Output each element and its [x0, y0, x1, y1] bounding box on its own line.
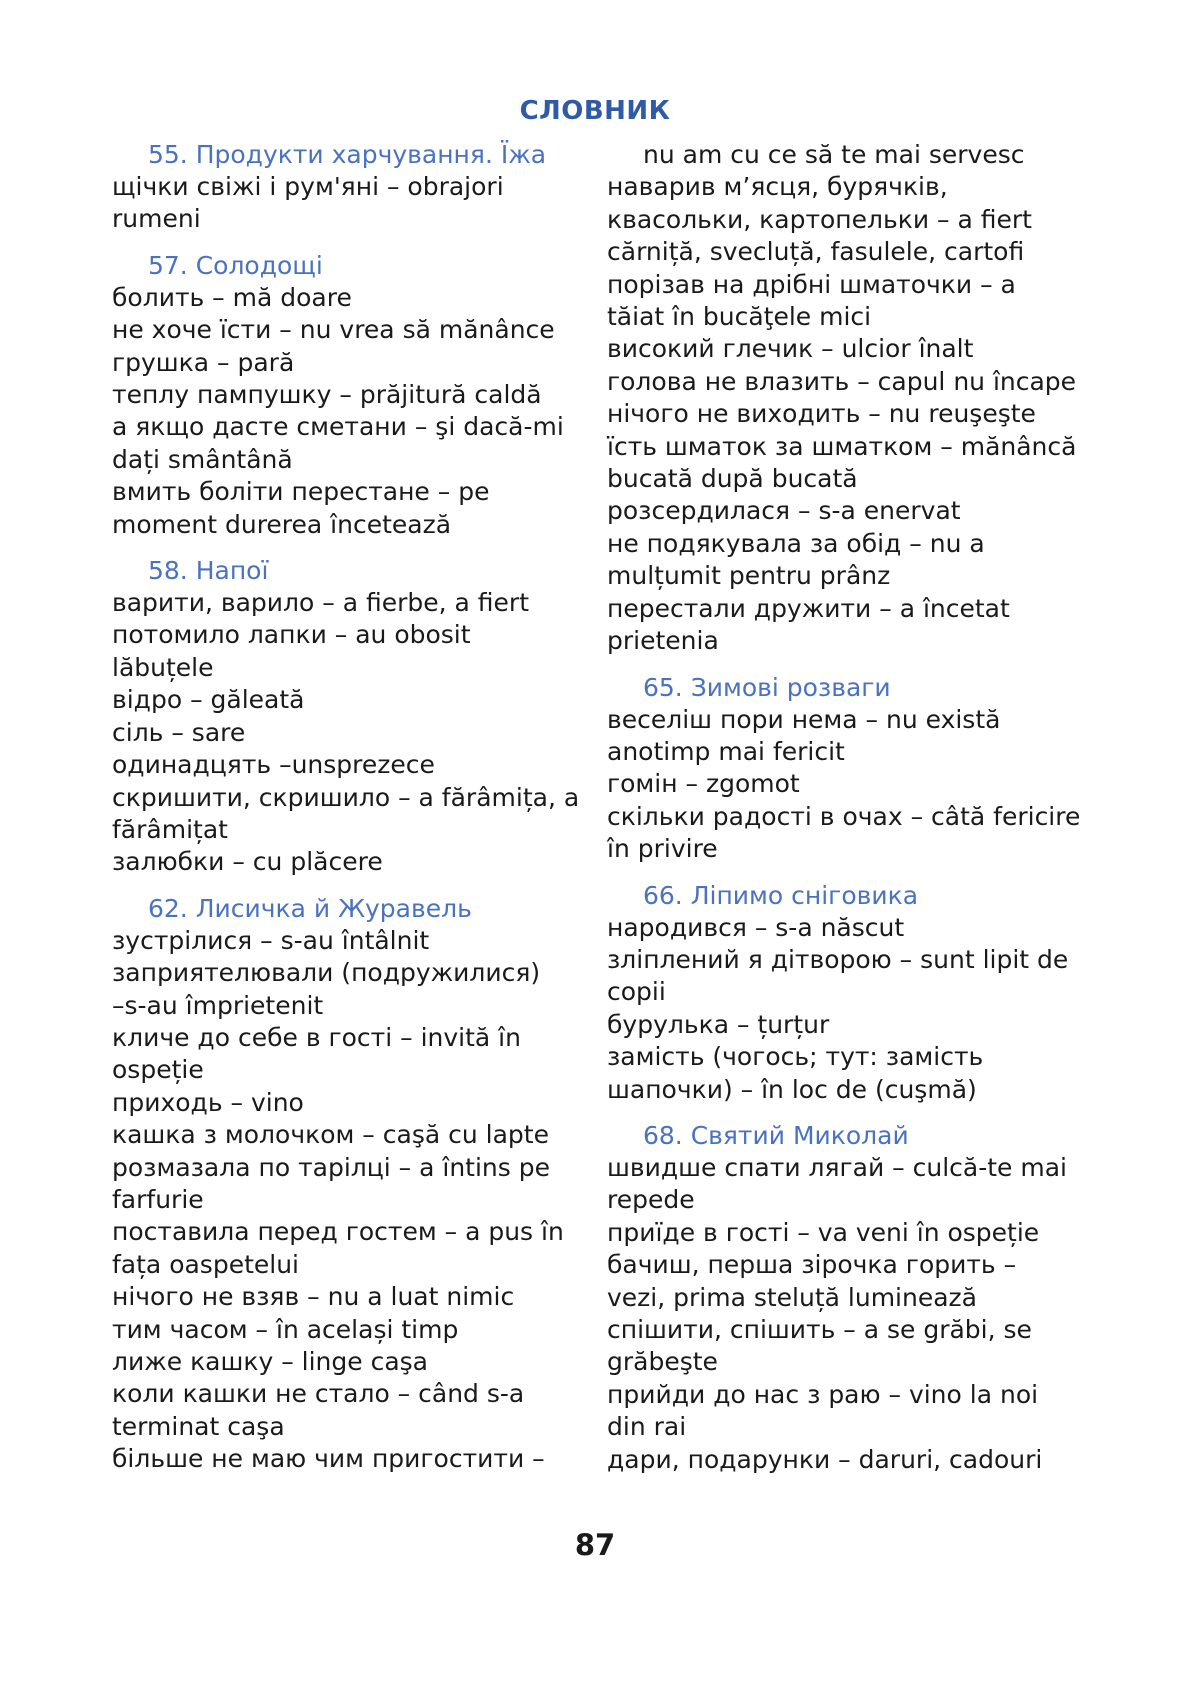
section-heading: 58. Напої [148, 556, 269, 586]
dictionary-entry [112, 717, 612, 749]
entry-line: тим часом – în același timp [112, 1314, 459, 1344]
entry-line: нічого не виходить – nu reuşeşte [607, 399, 1036, 429]
entry-line: більше не маю чим пригостити – [112, 1444, 545, 1474]
dictionary-entry-continued [607, 139, 1087, 171]
entry-line: mulțumit pentru prânz [607, 561, 891, 591]
dictionary-entry [607, 944, 1087, 1009]
entry-line: щічки свіжі і рум'яні – obrajori [112, 172, 504, 201]
entry-line: порізав на дрібні шматочки – a [607, 269, 1016, 299]
dictionary-entry [112, 476, 612, 541]
dictionary-entry [607, 366, 1087, 398]
entry-line: коли кашки не стало – când s-a [112, 1379, 525, 1409]
entry-line: шапочки) – în loc de (cuşmă) [607, 1074, 977, 1104]
entry-line: lăbuțele [112, 652, 214, 682]
entry-line: відро – găleată [112, 685, 305, 715]
entry-line: не хоче їсти – nu vrea să mănânce [112, 315, 555, 345]
dictionary-entry [607, 1249, 1087, 1314]
entry-line: вмить болiти перестане – pe [112, 477, 490, 507]
right-column [607, 139, 1087, 1476]
entry-line: bucată după bucată [607, 464, 858, 494]
dictionary-entry [112, 1346, 612, 1378]
entry-line: repede [607, 1185, 695, 1215]
entry-line: прийди до нас з раю – vino la noi [607, 1379, 1039, 1409]
entry-line: –s-au împrietenit [112, 990, 324, 1020]
entry-line: terminat caşa [112, 1411, 285, 1441]
dictionary-entry [607, 333, 1087, 365]
entry-line: anotimp mai fericit [607, 736, 845, 766]
section-heading: 62. Лисичка й Журавель [148, 893, 472, 923]
entry-line: потомило лапки – au obosit [112, 620, 471, 650]
entry-line: бачиш, перша зірочка горить – [607, 1250, 1017, 1280]
entry-line: cărniță, svecluță, fasulele, cartofi [607, 237, 1025, 267]
dictionary-entry [607, 495, 1087, 527]
dictionary-entry [112, 1216, 612, 1281]
dictionary-entry [607, 768, 1087, 800]
entry-line: приїде в гості – va veni în ospeție [607, 1217, 1040, 1247]
entry-line: розсердилася – s-a enervat [607, 496, 961, 526]
entry-line: їсть шматок за шматком – mănâncă [607, 431, 1077, 461]
dictionary-entry [112, 1152, 612, 1217]
dictionary-entry [607, 1217, 1087, 1249]
entry-line: бурулька – țurțur [607, 1009, 830, 1039]
left-column [112, 139, 612, 1476]
entry-line: în privire [607, 834, 718, 864]
entry-line: залюбки – cu plăcere [112, 847, 383, 877]
dictionary-entry [112, 957, 612, 1022]
dictionary-entry [607, 431, 1087, 496]
page-title: СЛОВНИК [519, 96, 671, 126]
entry-line: fața oaspetelui [112, 1249, 299, 1279]
dictionary-entry [607, 528, 1087, 593]
dictionary-entry [112, 684, 612, 716]
dictionary-entry [607, 1379, 1087, 1444]
entry-line: замість (чогось; тут: замість [607, 1042, 984, 1072]
entry-line: квасольки, картопельки – a fiert [607, 204, 1032, 234]
entry-line: теплу пампушку – prăjitură caldă [112, 380, 542, 410]
entry-line: зустрілися – s-au întâlnit [112, 925, 430, 955]
entry-line: лиже кашку – linge caşa [112, 1347, 429, 1376]
entry-line: кашка з молочком – caşă cu lapte [112, 1120, 549, 1150]
entry-line: кличе до себе в гості – invită în [112, 1022, 521, 1052]
page-number: 87 [574, 1528, 616, 1562]
dictionary-entry [112, 1281, 612, 1313]
entry-line: спішити, спішить – a se grăbi, se [607, 1315, 1032, 1344]
dictionary-entry [112, 1087, 612, 1119]
entry-line: розмазала по тарілці – a întins pe [112, 1152, 550, 1182]
entry-line: din rai [607, 1412, 687, 1442]
dictionary-entry [112, 171, 612, 236]
dictionary-entry [112, 749, 612, 781]
entry-line: голова не влазить – capul nu încape [607, 366, 1077, 396]
section-heading: 57. Солодощі [148, 250, 323, 280]
entry-line: веселіш пори нема – nu există [607, 704, 1001, 734]
entry-line: високий глечик – ulcior înalt [607, 334, 974, 364]
dictionary-entry [607, 1009, 1087, 1041]
entry-line: copii [607, 977, 666, 1007]
dictionary-entry [112, 379, 612, 411]
entry-line: скришити, скришило – a fărâmița, a [112, 782, 580, 812]
dictionary-entry [607, 704, 1087, 769]
dictionary-entry [112, 782, 612, 847]
dictionary-entry [607, 171, 1087, 268]
dictionary-entry [607, 912, 1087, 944]
dictionary-entry [607, 801, 1087, 866]
entry-line: не подякувала за обід – nu a [607, 528, 985, 558]
entry-line: ospeție [112, 1055, 204, 1085]
entry-line: fărâmițat [112, 814, 228, 844]
dictionary-entry [112, 282, 612, 314]
entry-line: гомін – zgomot [607, 769, 800, 799]
entry-line: а якщо дасте сметани – şi dacă-mi [112, 412, 564, 442]
entry-line: tăiat în bucăţele mici [607, 302, 872, 332]
dictionary-entry [112, 314, 612, 346]
dictionary-entry [112, 1443, 612, 1475]
entry-line: болить – mă doare [112, 282, 352, 312]
dictionary-entry [112, 1119, 612, 1151]
entry-line: народився – s-a născut [607, 912, 905, 942]
entry-line: варити, варило – a fierbe, a fiert [112, 588, 530, 618]
entry-line: швидше спати лягай – culcă-te mai [607, 1152, 1067, 1182]
entry-line: grăbeşte [607, 1347, 718, 1377]
section-heading: 65. Зимові розваги [643, 672, 891, 702]
dictionary-entry [112, 1022, 612, 1087]
dictionary-entry [607, 398, 1087, 430]
entry-line: одинадцять –unsprezece [112, 750, 435, 780]
section-heading: 55. Продукти харчування. Їжа [148, 140, 547, 169]
dictionary-entry [112, 1314, 612, 1346]
entry-line: поставила перед гостем – a pus în [112, 1217, 564, 1247]
dictionary-entry [112, 411, 612, 476]
entry-line: prietenia [607, 626, 719, 656]
section-heading: 68. Святий Миколай [643, 1120, 909, 1150]
entry-line: скільки радості в очах – câtă fericire [607, 801, 1081, 831]
entry-line: dați smântână [112, 444, 293, 474]
entry-line: moment durerea încetează [112, 509, 452, 539]
entry-line: нічого не взяв – nu a luat nimic [112, 1282, 515, 1312]
entry-line: грушка – pară [112, 347, 295, 377]
dictionary-entry [607, 1314, 1087, 1379]
dictionary-entry [607, 1152, 1087, 1217]
dictionary-entry [112, 347, 612, 379]
dictionary-entry [112, 587, 612, 619]
entry-line: дари, подарунки – daruri, cadouri [607, 1444, 1043, 1474]
dictionary-entry [607, 1041, 1087, 1106]
dictionary-entry [607, 1444, 1087, 1476]
entry-line: заприятелювали (подружилися) [112, 958, 541, 988]
dictionary-entry [112, 846, 612, 878]
dictionary-entry [607, 269, 1087, 334]
entry-line: сіль – sare [112, 717, 246, 747]
entry-line: приходь – vino [112, 1087, 304, 1117]
dictionary-entry [112, 619, 612, 684]
section-heading: 66. Ліпимо сніговика [643, 880, 919, 910]
dictionary-entry [112, 1378, 612, 1443]
dictionary-entry [607, 593, 1087, 658]
entry-line: зліплений я дітворою – sunt lipit de [607, 944, 1069, 974]
entry-line: перестали дружити – a încetat [607, 593, 1010, 623]
entry-line: nu am cu ce să te mai servesc [643, 140, 1025, 169]
entry-line: farfurie [112, 1184, 204, 1214]
entry-line: наварив м’ясця, бурячків, [607, 172, 948, 202]
entry-line: vezi, prima steluță luminează [607, 1282, 977, 1312]
entry-line: rumeni [112, 204, 201, 234]
dictionary-entry [112, 925, 612, 957]
